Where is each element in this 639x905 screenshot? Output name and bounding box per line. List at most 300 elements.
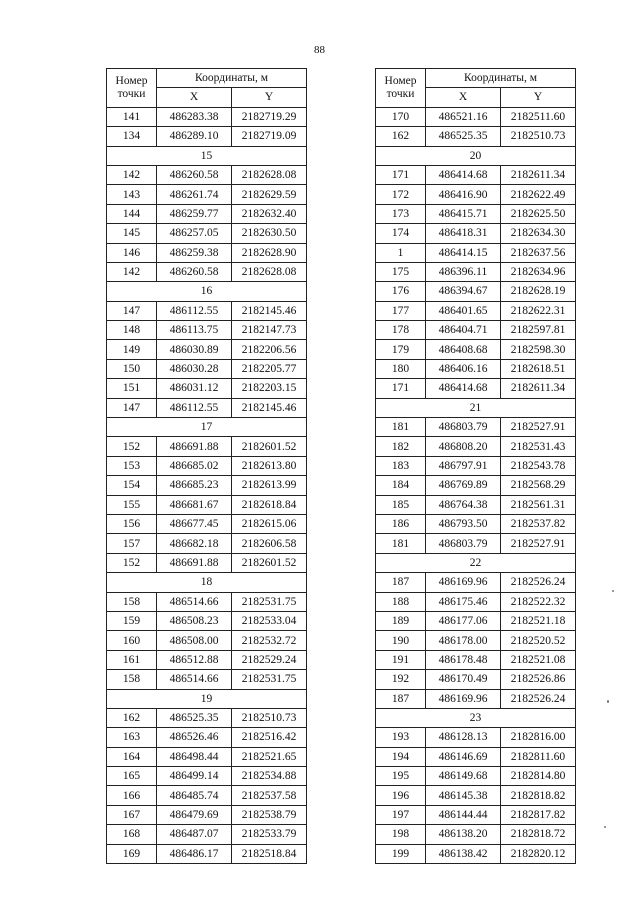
x-coordinate-cell: 486499.14 bbox=[157, 767, 232, 786]
table-row bbox=[107, 592, 307, 611]
table-row bbox=[107, 224, 307, 243]
point-number-cell: 187 bbox=[376, 689, 426, 708]
table-row bbox=[107, 165, 307, 184]
point-number-cell: 190 bbox=[376, 631, 426, 650]
x-coordinate-cell: 486030.28 bbox=[157, 359, 232, 378]
x-coordinate-cell: 486144.44 bbox=[426, 805, 501, 824]
x-coordinate-cell: 486508.00 bbox=[157, 631, 232, 650]
point-number-cell: 173 bbox=[376, 204, 426, 223]
table-row bbox=[107, 262, 307, 281]
point-number-cell: 152 bbox=[107, 553, 157, 572]
y-coordinate-cell: 2182613.80 bbox=[232, 456, 307, 475]
x-coordinate-cell: 486526.46 bbox=[157, 728, 232, 747]
y-coordinate-cell: 2182628.08 bbox=[232, 165, 307, 184]
y-coordinate-cell: 2182533.04 bbox=[232, 611, 307, 630]
y-coordinate-cell: 2182510.73 bbox=[232, 708, 307, 727]
y-coordinate-cell: 2182615.06 bbox=[232, 514, 307, 533]
y-coordinate-cell: 2182522.32 bbox=[501, 592, 576, 611]
y-coordinate-cell: 2182601.52 bbox=[232, 437, 307, 456]
x-coordinate-cell: 486485.74 bbox=[157, 786, 232, 805]
x-coordinate-cell: 486169.96 bbox=[426, 689, 501, 708]
point-number-cell: 158 bbox=[107, 592, 157, 611]
y-coordinate-cell: 2182629.59 bbox=[232, 185, 307, 204]
y-coordinate-cell: 2182531.75 bbox=[232, 670, 307, 689]
point-number-cell: 152 bbox=[107, 437, 157, 456]
x-coordinate-cell: 486113.75 bbox=[157, 321, 232, 340]
table-row bbox=[376, 728, 576, 747]
x-coordinate-cell: 486031.12 bbox=[157, 379, 232, 398]
y-coordinate-cell: 2182719.09 bbox=[232, 127, 307, 146]
point-number-cell: 186 bbox=[376, 514, 426, 533]
y-coordinate-cell: 2182543.78 bbox=[501, 456, 576, 475]
point-number-cell: 175 bbox=[376, 262, 426, 281]
y-coordinate-cell: 2182145.46 bbox=[232, 398, 307, 417]
table-row bbox=[107, 495, 307, 514]
y-coordinate-cell: 2182601.52 bbox=[232, 553, 307, 572]
section-row bbox=[376, 553, 576, 572]
y-coordinate-cell: 2182526.24 bbox=[501, 573, 576, 592]
y-coordinate-cell: 2182527.91 bbox=[501, 534, 576, 553]
table-row bbox=[107, 786, 307, 805]
point-number-cell: 157 bbox=[107, 534, 157, 553]
table-row bbox=[376, 767, 576, 786]
table-row bbox=[107, 708, 307, 727]
point-number-cell: 181 bbox=[376, 534, 426, 553]
table-row bbox=[376, 456, 576, 475]
point-number-header-line2: точки bbox=[117, 87, 146, 100]
table-row bbox=[107, 514, 307, 533]
y-coordinate-cell: 2182618.51 bbox=[501, 359, 576, 378]
y-coordinate-cell: 2182597.81 bbox=[501, 321, 576, 340]
y-coordinate-cell: 2182814.80 bbox=[501, 767, 576, 786]
point-number-cell: 162 bbox=[376, 127, 426, 146]
point-number-header-line1: Номер bbox=[384, 74, 417, 87]
point-number-cell: 172 bbox=[376, 185, 426, 204]
point-number-header-line1: Номер bbox=[115, 74, 148, 87]
x-coordinate-cell: 486257.05 bbox=[157, 224, 232, 243]
point-number-cell: 189 bbox=[376, 611, 426, 630]
x-coordinate-cell: 486487.07 bbox=[157, 825, 232, 844]
table-row bbox=[107, 456, 307, 475]
x-coordinate-cell: 486260.58 bbox=[157, 262, 232, 281]
y-coordinate-cell: 2182818.72 bbox=[501, 825, 576, 844]
table-row bbox=[107, 631, 307, 650]
point-number-cell: 166 bbox=[107, 786, 157, 805]
point-number-cell: 192 bbox=[376, 670, 426, 689]
y-coordinate-cell: 2182206.56 bbox=[232, 340, 307, 359]
y-coordinate-cell: 2182205.77 bbox=[232, 359, 307, 378]
point-number-cell: 160 bbox=[107, 631, 157, 650]
point-number-cell: 199 bbox=[376, 844, 426, 863]
table-row bbox=[376, 165, 576, 184]
section-number: 15 bbox=[107, 146, 307, 165]
section-row bbox=[107, 573, 307, 592]
point-number-cell: 194 bbox=[376, 747, 426, 766]
table-row bbox=[107, 204, 307, 223]
point-number-header bbox=[376, 69, 426, 108]
table-row bbox=[376, 340, 576, 359]
point-number-cell: 179 bbox=[376, 340, 426, 359]
point-number-header bbox=[107, 69, 157, 108]
y-coordinate-cell: 2182816.00 bbox=[501, 728, 576, 747]
x-coordinate-cell: 486512.88 bbox=[157, 650, 232, 669]
y-coordinate-cell: 2182634.30 bbox=[501, 224, 576, 243]
section-row bbox=[376, 146, 576, 165]
x-coordinate-cell: 486394.67 bbox=[426, 282, 501, 301]
table-row bbox=[107, 747, 307, 766]
x-coordinate-cell: 486803.79 bbox=[426, 534, 501, 553]
point-number-cell: 165 bbox=[107, 767, 157, 786]
x-coordinate-cell: 486479.69 bbox=[157, 805, 232, 824]
y-coordinate-cell: 2182817.82 bbox=[501, 805, 576, 824]
y-coordinate-cell: 2182532.72 bbox=[232, 631, 307, 650]
table-row bbox=[107, 670, 307, 689]
table-row bbox=[107, 107, 307, 126]
section-number: 16 bbox=[107, 282, 307, 301]
table-row bbox=[107, 243, 307, 262]
x-coordinate-cell: 486418.31 bbox=[426, 224, 501, 243]
table-row bbox=[376, 437, 576, 456]
table-row bbox=[107, 127, 307, 146]
x-coordinate-cell: 486145.38 bbox=[426, 786, 501, 805]
table-row bbox=[107, 379, 307, 398]
table-body-left bbox=[107, 107, 307, 863]
x-coordinate-cell: 486030.89 bbox=[157, 340, 232, 359]
x-coordinate-cell: 486404.71 bbox=[426, 321, 501, 340]
x-coordinate-cell: 486260.58 bbox=[157, 165, 232, 184]
x-coordinate-cell: 486521.16 bbox=[426, 107, 501, 126]
coordinates-header: Координаты, м bbox=[426, 69, 576, 88]
table-row bbox=[376, 514, 576, 533]
y-coordinate-cell: 2182625.50 bbox=[501, 204, 576, 223]
point-number-cell: 162 bbox=[107, 708, 157, 727]
y-coordinate-cell: 2182521.08 bbox=[501, 650, 576, 669]
point-number-cell: 178 bbox=[376, 321, 426, 340]
x-coordinate-cell: 486525.35 bbox=[426, 127, 501, 146]
x-coordinate-cell: 486170.49 bbox=[426, 670, 501, 689]
point-number-cell: 158 bbox=[107, 670, 157, 689]
x-coordinate-cell: 486685.23 bbox=[157, 476, 232, 495]
table-row bbox=[107, 825, 307, 844]
y-coordinate-cell: 2182613.99 bbox=[232, 476, 307, 495]
point-number-cell: 171 bbox=[376, 379, 426, 398]
x-coordinate-cell: 486803.79 bbox=[426, 418, 501, 437]
x-coordinate-cell: 486681.67 bbox=[157, 495, 232, 514]
point-number-cell: 193 bbox=[376, 728, 426, 747]
point-number-cell: 155 bbox=[107, 495, 157, 514]
point-number-cell: 149 bbox=[107, 340, 157, 359]
table-row bbox=[376, 379, 576, 398]
table-row bbox=[376, 282, 576, 301]
y-coordinate-cell: 2182632.40 bbox=[232, 204, 307, 223]
table-row bbox=[376, 825, 576, 844]
point-number-cell: 163 bbox=[107, 728, 157, 747]
y-column-header: Y bbox=[501, 88, 576, 107]
x-coordinate-cell: 486414.68 bbox=[426, 379, 501, 398]
x-coordinate-cell: 486146.69 bbox=[426, 747, 501, 766]
point-number-cell: 142 bbox=[107, 165, 157, 184]
y-coordinate-cell: 2182598.30 bbox=[501, 340, 576, 359]
y-coordinate-cell: 2182611.34 bbox=[501, 165, 576, 184]
point-number-cell: 159 bbox=[107, 611, 157, 630]
table-row bbox=[376, 204, 576, 223]
y-coordinate-cell: 2182622.31 bbox=[501, 301, 576, 320]
section-row bbox=[107, 689, 307, 708]
point-number-cell: 167 bbox=[107, 805, 157, 824]
point-number-cell: 150 bbox=[107, 359, 157, 378]
section-number: 17 bbox=[107, 418, 307, 437]
point-number-cell: 1 bbox=[376, 243, 426, 262]
table-row bbox=[376, 786, 576, 805]
table-row bbox=[107, 844, 307, 863]
scan-speck bbox=[607, 700, 609, 703]
point-number-cell: 134 bbox=[107, 127, 157, 146]
point-number-cell: 147 bbox=[107, 301, 157, 320]
point-number-cell: 143 bbox=[107, 185, 157, 204]
section-number: 23 bbox=[376, 708, 576, 727]
coordinates-table-right bbox=[375, 68, 576, 864]
x-coordinate-cell: 486138.20 bbox=[426, 825, 501, 844]
table-row bbox=[107, 359, 307, 378]
table-row bbox=[376, 631, 576, 650]
point-number-cell: 188 bbox=[376, 592, 426, 611]
section-row bbox=[376, 708, 576, 727]
point-number-cell: 191 bbox=[376, 650, 426, 669]
y-coordinate-cell: 2182818.82 bbox=[501, 786, 576, 805]
y-coordinate-cell: 2182820.12 bbox=[501, 844, 576, 863]
y-coordinate-cell: 2182628.90 bbox=[232, 243, 307, 262]
point-number-cell: 171 bbox=[376, 165, 426, 184]
x-coordinate-cell: 486396.11 bbox=[426, 262, 501, 281]
table-body-right bbox=[376, 107, 576, 863]
table-row bbox=[376, 573, 576, 592]
x-coordinate-cell: 486112.55 bbox=[157, 301, 232, 320]
x-coordinate-cell: 486691.88 bbox=[157, 437, 232, 456]
table-row bbox=[107, 437, 307, 456]
x-coordinate-cell: 486514.66 bbox=[157, 670, 232, 689]
point-number-cell: 187 bbox=[376, 573, 426, 592]
y-coordinate-cell: 2182618.84 bbox=[232, 495, 307, 514]
x-column-header: X bbox=[157, 88, 232, 107]
x-coordinate-cell: 486691.88 bbox=[157, 553, 232, 572]
x-coordinate-cell: 486498.44 bbox=[157, 747, 232, 766]
y-coordinate-cell: 2182521.65 bbox=[232, 747, 307, 766]
x-coordinate-cell: 486169.96 bbox=[426, 573, 501, 592]
table-row bbox=[376, 359, 576, 378]
y-coordinate-cell: 2182518.84 bbox=[232, 844, 307, 863]
point-number-cell: 182 bbox=[376, 437, 426, 456]
section-number: 21 bbox=[376, 398, 576, 417]
table-row bbox=[376, 301, 576, 320]
table-row bbox=[376, 534, 576, 553]
point-number-cell: 195 bbox=[376, 767, 426, 786]
point-number-cell: 142 bbox=[107, 262, 157, 281]
x-coordinate-cell: 486764.38 bbox=[426, 495, 501, 514]
table-row bbox=[107, 553, 307, 572]
y-coordinate-cell: 2182520.52 bbox=[501, 631, 576, 650]
point-number-cell: 161 bbox=[107, 650, 157, 669]
table-row bbox=[376, 495, 576, 514]
table-row bbox=[376, 107, 576, 126]
x-coordinate-cell: 486289.10 bbox=[157, 127, 232, 146]
y-coordinate-cell: 2182811.60 bbox=[501, 747, 576, 766]
point-number-header-line2: точки bbox=[386, 87, 415, 100]
table-row bbox=[376, 418, 576, 437]
section-number: 18 bbox=[107, 573, 307, 592]
x-coordinate-cell: 486175.46 bbox=[426, 592, 501, 611]
y-coordinate-cell: 2182537.82 bbox=[501, 514, 576, 533]
y-coordinate-cell: 2182630.50 bbox=[232, 224, 307, 243]
x-coordinate-cell: 486514.66 bbox=[157, 592, 232, 611]
section-number: 20 bbox=[376, 146, 576, 165]
table-row bbox=[376, 670, 576, 689]
y-coordinate-cell: 2182628.19 bbox=[501, 282, 576, 301]
point-number-cell: 146 bbox=[107, 243, 157, 262]
table-row bbox=[107, 728, 307, 747]
y-coordinate-cell: 2182538.79 bbox=[232, 805, 307, 824]
x-coordinate-cell: 486677.45 bbox=[157, 514, 232, 533]
section-number: 22 bbox=[376, 553, 576, 572]
table-row bbox=[376, 611, 576, 630]
y-coordinate-cell: 2182568.29 bbox=[501, 476, 576, 495]
x-coordinate-cell: 486793.50 bbox=[426, 514, 501, 533]
y-coordinate-cell: 2182561.31 bbox=[501, 495, 576, 514]
point-number-cell: 141 bbox=[107, 107, 157, 126]
x-coordinate-cell: 486401.65 bbox=[426, 301, 501, 320]
y-coordinate-cell: 2182510.73 bbox=[501, 127, 576, 146]
table-row bbox=[376, 262, 576, 281]
table-row bbox=[376, 243, 576, 262]
x-coordinate-cell: 486408.68 bbox=[426, 340, 501, 359]
point-number-cell: 196 bbox=[376, 786, 426, 805]
x-coordinate-cell: 486128.13 bbox=[426, 728, 501, 747]
x-coordinate-cell: 486112.55 bbox=[157, 398, 232, 417]
point-number-cell: 181 bbox=[376, 418, 426, 437]
point-number-cell: 183 bbox=[376, 456, 426, 475]
table-row bbox=[376, 321, 576, 340]
x-coordinate-cell: 486808.20 bbox=[426, 437, 501, 456]
table-row bbox=[376, 805, 576, 824]
table-row bbox=[376, 476, 576, 495]
x-coordinate-cell: 486769.89 bbox=[426, 476, 501, 495]
point-number-cell: 148 bbox=[107, 321, 157, 340]
x-coordinate-cell: 486259.38 bbox=[157, 243, 232, 262]
table-row bbox=[107, 340, 307, 359]
x-coordinate-cell: 486261.74 bbox=[157, 185, 232, 204]
x-coordinate-cell: 486406.16 bbox=[426, 359, 501, 378]
point-number-cell: 164 bbox=[107, 747, 157, 766]
x-coordinate-cell: 486259.77 bbox=[157, 204, 232, 223]
table-row bbox=[107, 476, 307, 495]
y-coordinate-cell: 2182145.46 bbox=[232, 301, 307, 320]
y-coordinate-cell: 2182521.18 bbox=[501, 611, 576, 630]
table-row bbox=[107, 611, 307, 630]
y-coordinate-cell: 2182537.58 bbox=[232, 786, 307, 805]
table-row bbox=[376, 747, 576, 766]
scan-speck bbox=[604, 826, 606, 828]
y-coordinate-cell: 2182526.24 bbox=[501, 689, 576, 708]
y-coordinate-cell: 2182533.79 bbox=[232, 825, 307, 844]
y-coordinate-cell: 2182611.34 bbox=[501, 379, 576, 398]
y-coordinate-cell: 2182637.56 bbox=[501, 243, 576, 262]
point-number-cell: 177 bbox=[376, 301, 426, 320]
point-number-cell: 153 bbox=[107, 456, 157, 475]
section-row bbox=[107, 282, 307, 301]
page-number: 88 bbox=[314, 44, 325, 56]
y-coordinate-cell: 2182529.24 bbox=[232, 650, 307, 669]
point-number-cell: 184 bbox=[376, 476, 426, 495]
y-coordinate-cell: 2182516.42 bbox=[232, 728, 307, 747]
x-coordinate-cell: 486682.18 bbox=[157, 534, 232, 553]
point-number-cell: 154 bbox=[107, 476, 157, 495]
point-number-cell: 168 bbox=[107, 825, 157, 844]
point-number-cell: 145 bbox=[107, 224, 157, 243]
y-coordinate-cell: 2182527.91 bbox=[501, 418, 576, 437]
section-row bbox=[376, 398, 576, 417]
point-number-cell: 176 bbox=[376, 282, 426, 301]
y-coordinate-cell: 2182634.96 bbox=[501, 262, 576, 281]
table-row bbox=[107, 321, 307, 340]
table-row bbox=[107, 650, 307, 669]
point-number-cell: 180 bbox=[376, 359, 426, 378]
x-coordinate-cell: 486486.17 bbox=[157, 844, 232, 863]
table-row bbox=[107, 534, 307, 553]
table-row bbox=[107, 301, 307, 320]
point-number-cell: 197 bbox=[376, 805, 426, 824]
point-number-cell: 169 bbox=[107, 844, 157, 863]
table-row bbox=[107, 767, 307, 786]
x-coordinate-cell: 486416.90 bbox=[426, 185, 501, 204]
table-row bbox=[376, 689, 576, 708]
point-number-cell: 151 bbox=[107, 379, 157, 398]
x-coordinate-cell: 486178.00 bbox=[426, 631, 501, 650]
table-row bbox=[107, 805, 307, 824]
table-row bbox=[107, 398, 307, 417]
x-coordinate-cell: 486177.06 bbox=[426, 611, 501, 630]
x-coordinate-cell: 486178.48 bbox=[426, 650, 501, 669]
table-row bbox=[376, 127, 576, 146]
point-number-cell: 170 bbox=[376, 107, 426, 126]
x-coordinate-cell: 486414.68 bbox=[426, 165, 501, 184]
y-coordinate-cell: 2182147.73 bbox=[232, 321, 307, 340]
table-row bbox=[376, 844, 576, 863]
coordinates-header: Координаты, м bbox=[157, 69, 307, 88]
y-column-header: Y bbox=[232, 88, 307, 107]
x-coordinate-cell: 486138.42 bbox=[426, 844, 501, 863]
x-coordinate-cell: 486508.23 bbox=[157, 611, 232, 630]
section-row bbox=[107, 146, 307, 165]
table-row bbox=[376, 650, 576, 669]
table-row bbox=[376, 224, 576, 243]
point-number-cell: 185 bbox=[376, 495, 426, 514]
y-coordinate-cell: 2182511.60 bbox=[501, 107, 576, 126]
x-column-header: X bbox=[426, 88, 501, 107]
x-coordinate-cell: 486797.91 bbox=[426, 456, 501, 475]
y-coordinate-cell: 2182622.49 bbox=[501, 185, 576, 204]
y-coordinate-cell: 2182606.58 bbox=[232, 534, 307, 553]
y-coordinate-cell: 2182531.75 bbox=[232, 592, 307, 611]
x-coordinate-cell: 486149.68 bbox=[426, 767, 501, 786]
y-coordinate-cell: 2182628.08 bbox=[232, 262, 307, 281]
x-coordinate-cell: 486414.15 bbox=[426, 243, 501, 262]
y-coordinate-cell: 2182534.88 bbox=[232, 767, 307, 786]
y-coordinate-cell: 2182531.43 bbox=[501, 437, 576, 456]
y-coordinate-cell: 2182526.86 bbox=[501, 670, 576, 689]
y-coordinate-cell: 2182719.29 bbox=[232, 107, 307, 126]
scan-speck bbox=[612, 590, 614, 592]
x-coordinate-cell: 486283.38 bbox=[157, 107, 232, 126]
point-number-cell: 174 bbox=[376, 224, 426, 243]
